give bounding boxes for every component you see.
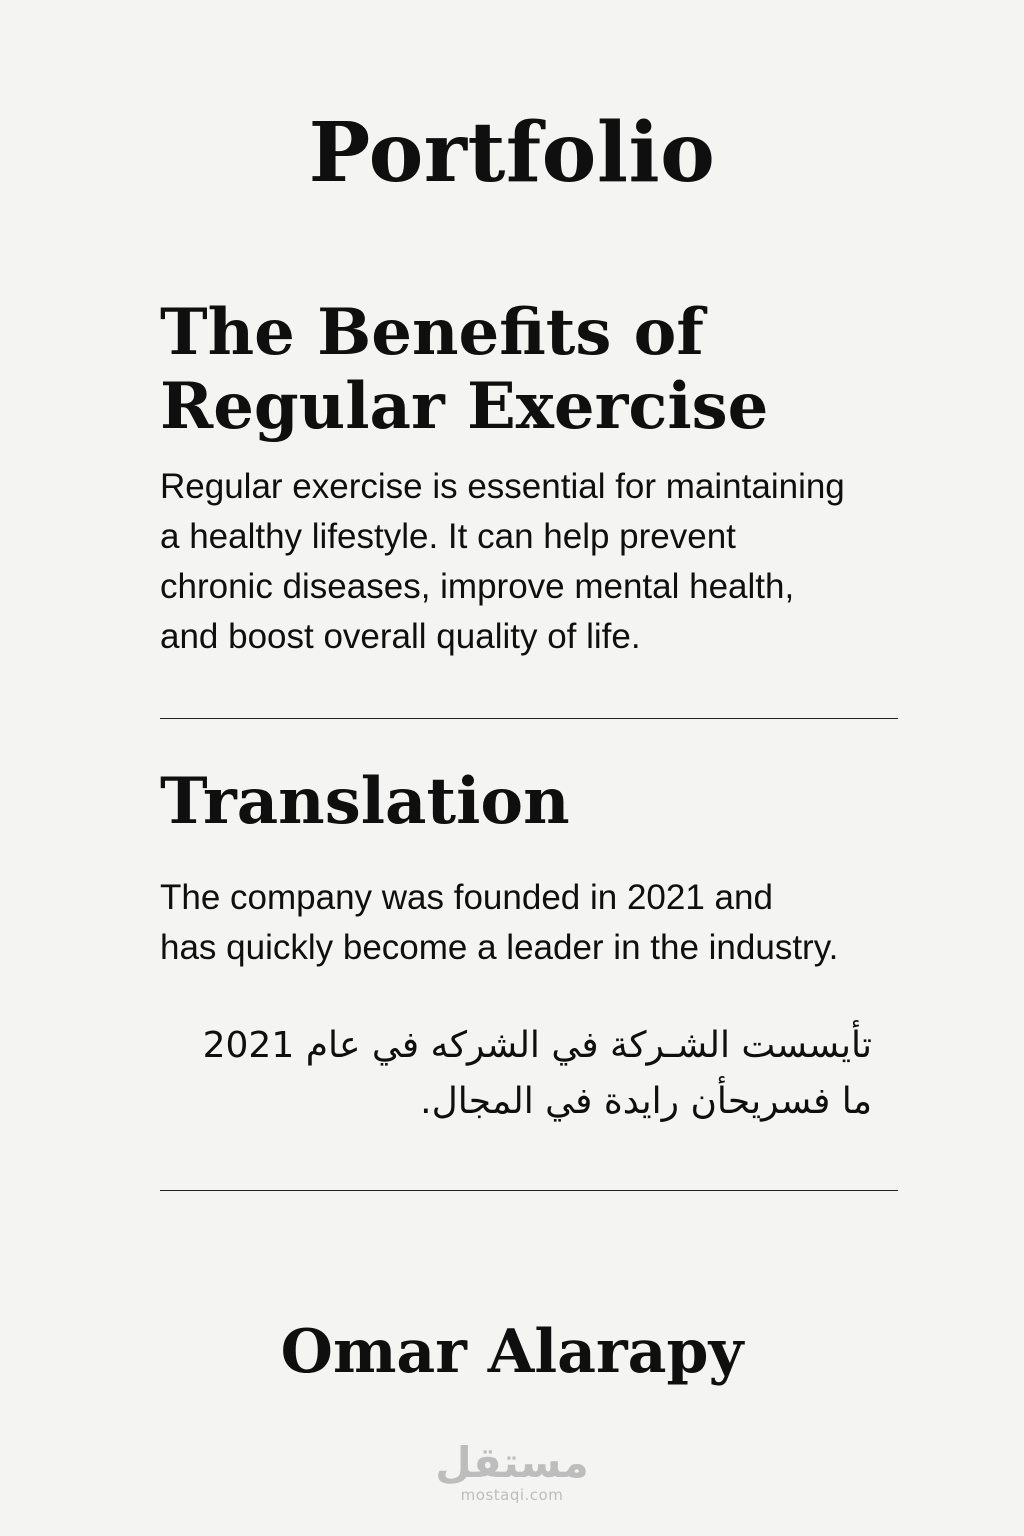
article-body: Regular exercise is essential for maintaining a healthy lifestyle. It can help prevent chronic diseases, improve mental health, and boost overall quality of life. [160, 467, 845, 656]
divider [160, 718, 898, 719]
translation-english-text: The company was founded in 2021 and has quickly become a leader in the industry. [160, 878, 839, 967]
translation-section [160, 765, 920, 973]
watermark-domain: mostaqi.com [460, 1486, 564, 1504]
watermark-logo: مستقل [435, 1438, 589, 1487]
watermark [0, 1440, 1024, 1504]
page-title: Portfolio [308, 105, 716, 201]
article-section [160, 296, 920, 662]
translation-heading: Translation [160, 764, 570, 839]
divider [160, 1190, 898, 1191]
article-heading: The Benefits of Regular Exercise [160, 295, 769, 444]
translation-arabic-text: تأيسست الشـركة في الشركه في عام 2021 ما فسريحأن رايدة في المجال. [202, 1025, 872, 1122]
author-name: Omar Alarapy [280, 1317, 744, 1387]
